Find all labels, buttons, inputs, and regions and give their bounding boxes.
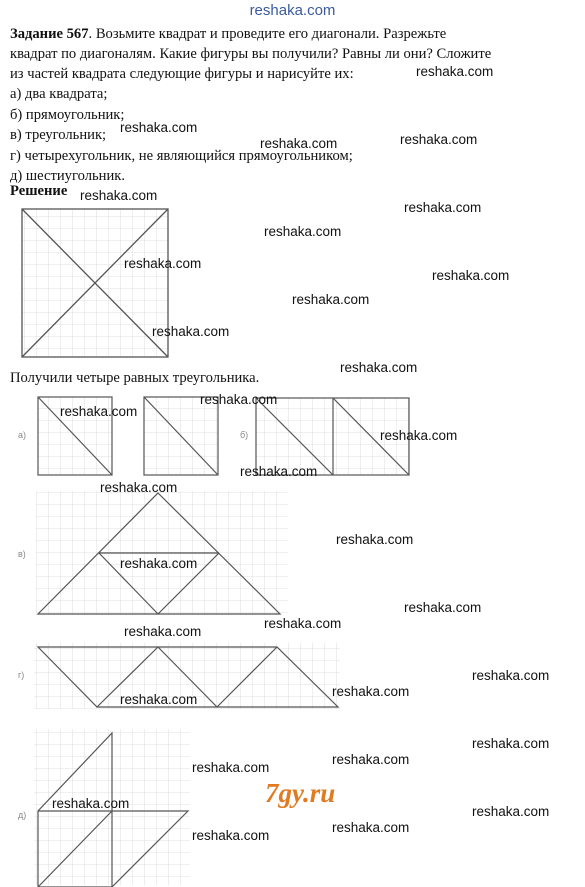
- figure-label-a: а): [18, 430, 27, 440]
- task-item-b: б) прямоугольник;: [10, 106, 125, 123]
- watermark: reshaka.com: [472, 668, 550, 683]
- watermark: reshaka.com: [336, 532, 414, 547]
- solution-result: Получили четыре равных треугольника.: [10, 370, 260, 386]
- watermark: reshaka.com: [340, 360, 418, 375]
- watermark: reshaka.com: [260, 136, 338, 151]
- figure-label-b: б): [240, 430, 249, 440]
- watermark: reshaka.com: [52, 796, 130, 811]
- watermark: reshaka.com: [120, 120, 198, 135]
- figure-label-d: д): [18, 810, 27, 820]
- task-item-a: а) два квадрата;: [10, 86, 108, 102]
- watermark: reshaka.com: [124, 624, 202, 639]
- watermark: reshaka.com: [120, 556, 198, 571]
- task-item-d: д) шестиугольник.: [10, 168, 125, 184]
- watermark: reshaka.com: [100, 480, 178, 495]
- solution-heading: Решение: [10, 183, 68, 199]
- watermark: reshaka.com: [152, 324, 230, 339]
- brand-logo: 7gy.ru: [265, 778, 336, 808]
- figure-label-g: г): [18, 670, 25, 680]
- task-text-line2: квадрат по диагоналям. Какие фигуры вы получили? Равны ли они? Сложите: [10, 46, 492, 62]
- watermark: reshaka.com: [60, 404, 138, 419]
- watermark: reshaka.com: [404, 600, 482, 615]
- watermark: reshaka.com: [264, 224, 342, 239]
- square-with-diagonals: [22, 209, 168, 357]
- task-number: Задание 567: [10, 26, 89, 42]
- watermark: reshaka.com: [240, 464, 318, 479]
- task-text-line3: из частей квадрата следующие фигуры и нарисуйте их:: [10, 66, 354, 82]
- watermark: reshaka.com: [200, 392, 278, 407]
- watermark: reshaka.com: [472, 804, 550, 819]
- watermark: reshaka.com: [120, 692, 198, 707]
- figure-label-v: в): [18, 549, 26, 559]
- figure-v-triangle: [36, 491, 288, 615]
- watermark: reshaka.com: [292, 292, 370, 307]
- watermark: reshaka.com: [124, 256, 202, 271]
- task-item-g: г) четырехугольник, не являющийся прямоугольником;: [10, 147, 353, 164]
- watermark: reshaka.com: [192, 828, 270, 843]
- watermark: reshaka.com: [400, 132, 478, 147]
- watermark: reshaka.com: [80, 188, 158, 203]
- watermark: reshaka.com: [332, 684, 410, 699]
- watermark: reshaka.com: [404, 200, 482, 215]
- watermark: reshaka.com: [432, 268, 510, 283]
- site-header[interactable]: reshaka.com: [249, 2, 336, 19]
- watermark: reshaka.com: [380, 428, 458, 443]
- watermark: reshaka.com: [472, 736, 550, 751]
- watermark: reshaka.com: [264, 616, 342, 631]
- task-text-line1: . Возьмите квадрат и проведите его диагонали. Разрежьте: [88, 26, 447, 42]
- watermark: reshaka.com: [416, 64, 494, 79]
- watermark: reshaka.com: [332, 820, 410, 835]
- watermark: reshaka.com: [192, 760, 270, 775]
- task-item-v: в) треугольник;: [10, 127, 107, 143]
- watermark: reshaka.com: [332, 752, 410, 767]
